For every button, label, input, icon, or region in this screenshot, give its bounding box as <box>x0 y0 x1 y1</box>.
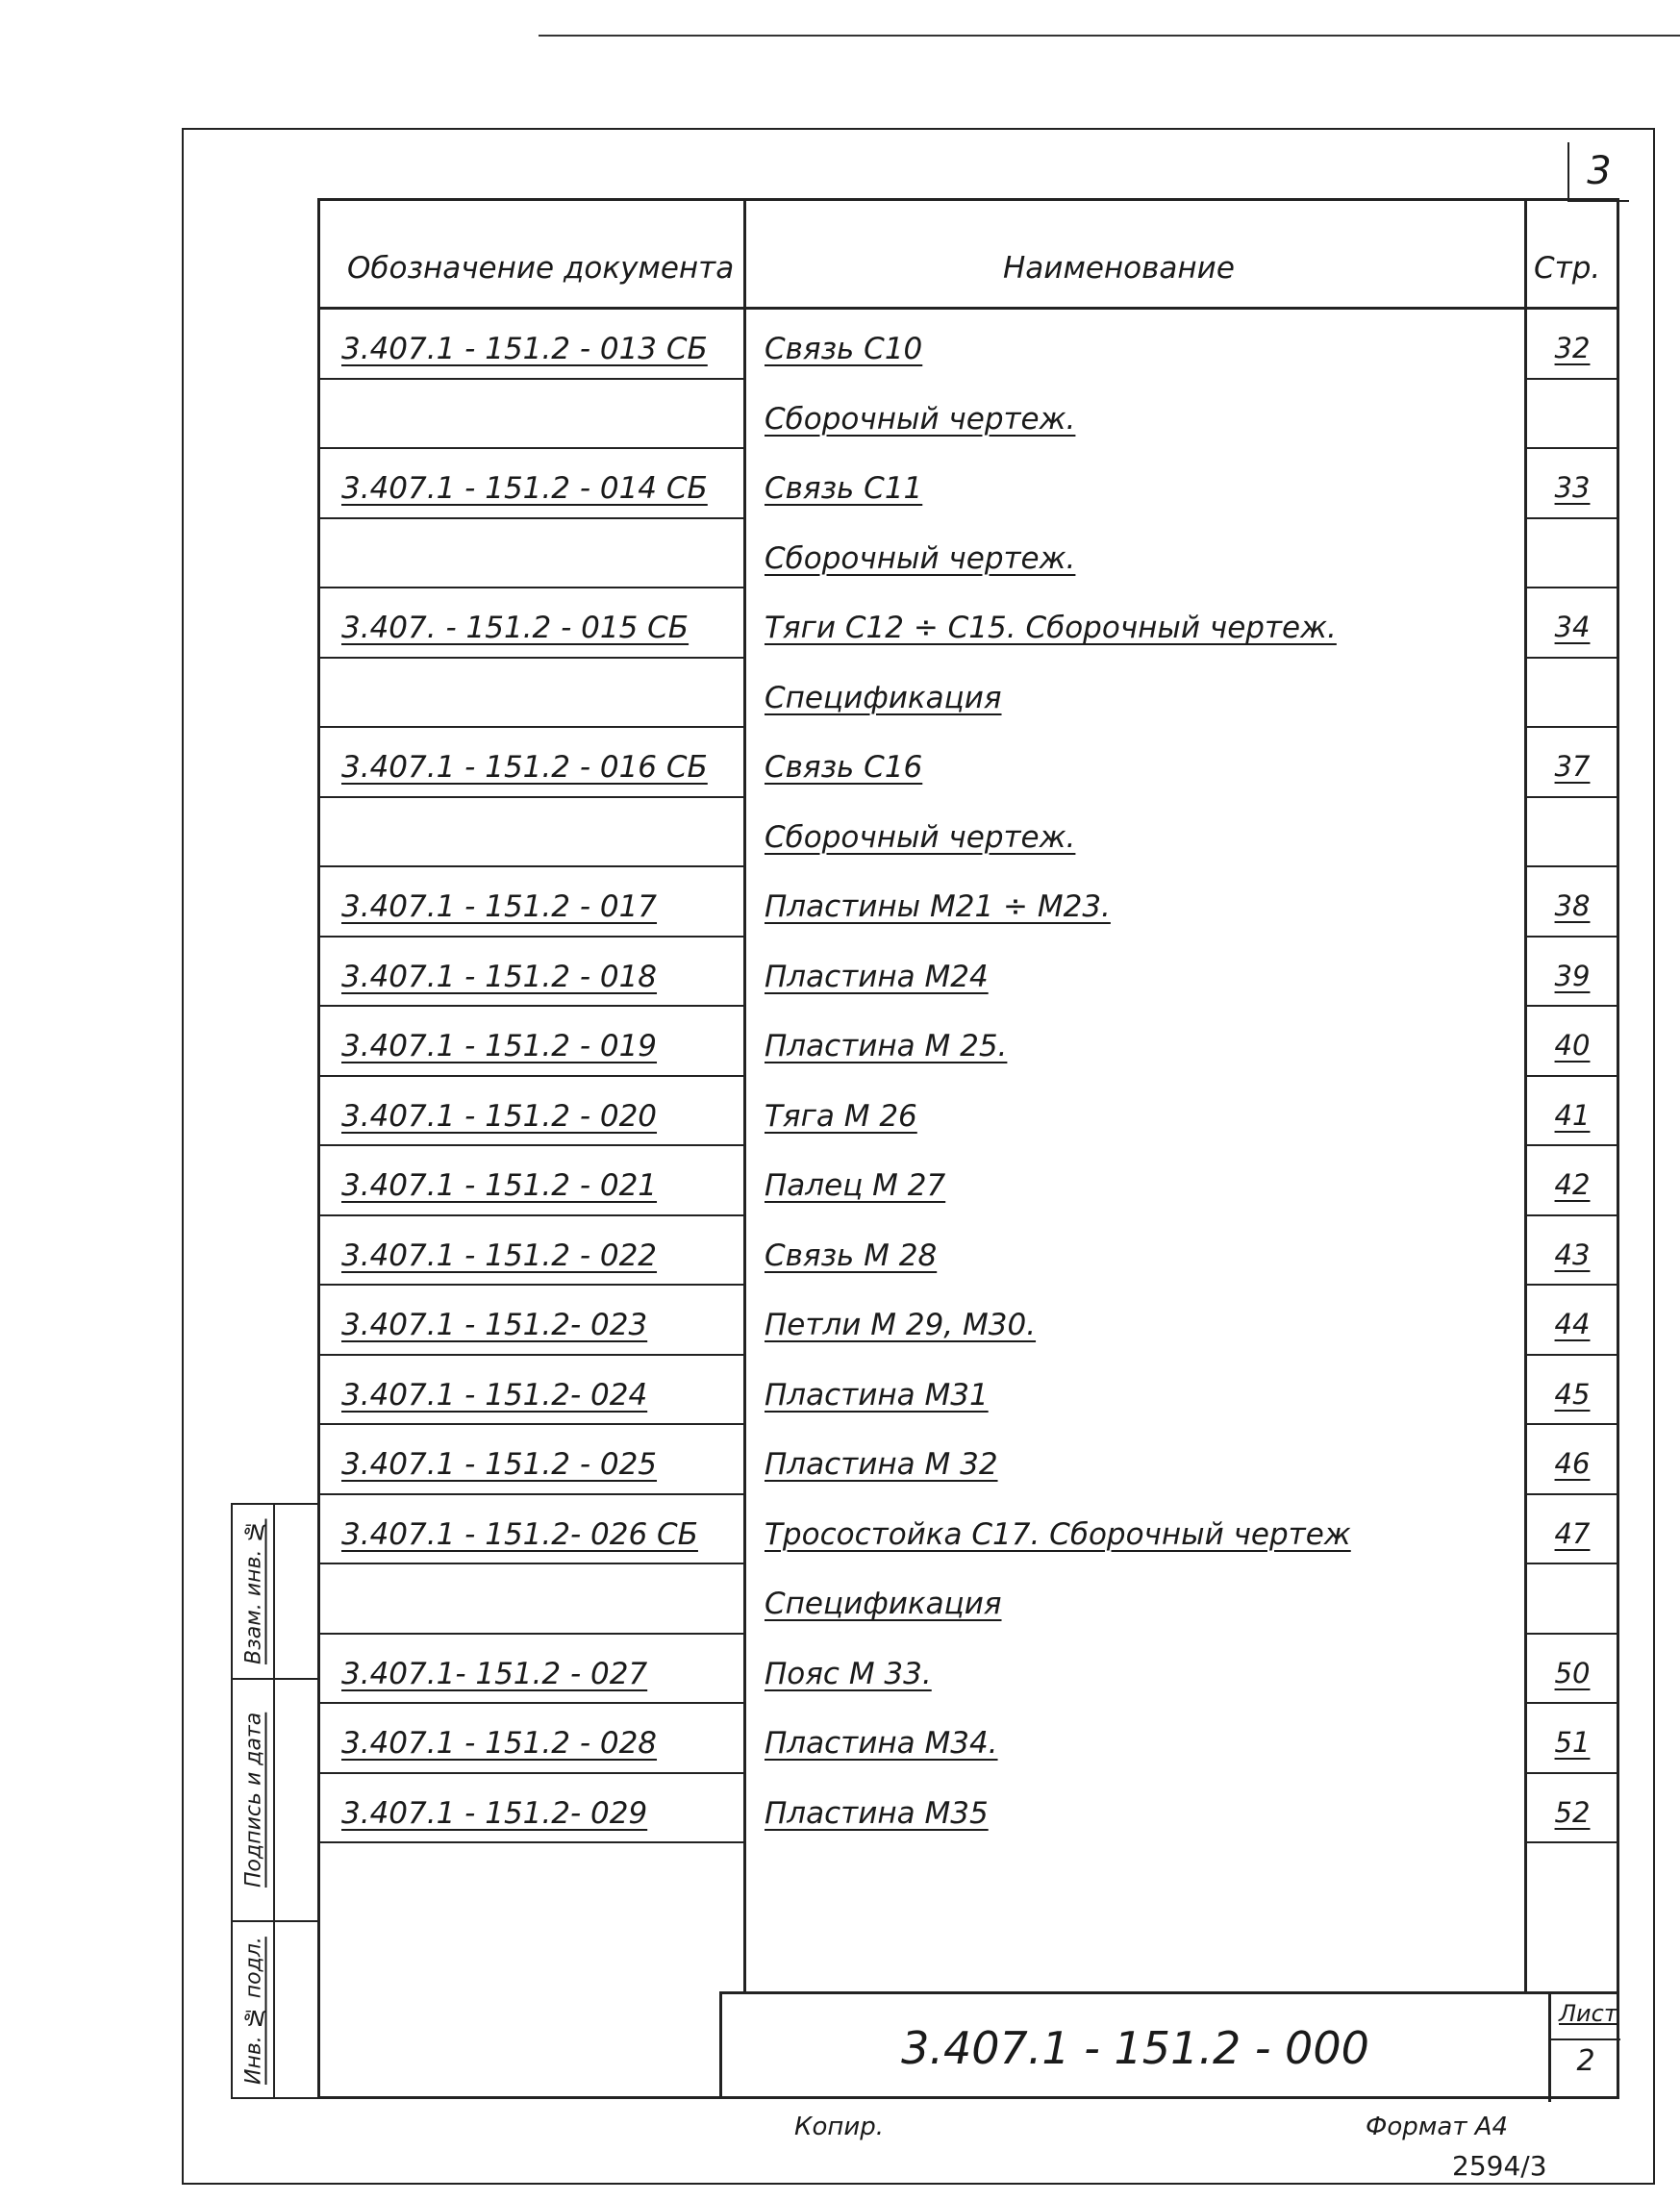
col-divider-1 <box>743 201 746 1994</box>
row-separator <box>320 1214 743 1216</box>
row-name: Пластина М 32 <box>765 1447 998 1482</box>
row-designation: 3.407.1 - 151.2 - 019 <box>341 1029 658 1063</box>
row-name: Связь С11 <box>765 471 923 506</box>
row-separator <box>320 1075 743 1077</box>
header-name: Наименование <box>1003 251 1235 286</box>
row-separator <box>1524 1075 1617 1077</box>
row-designation: 3.407.1 - 151.2 - 018 <box>341 959 658 994</box>
row-separator <box>320 1841 743 1843</box>
row-separator <box>1524 1214 1617 1216</box>
row-name: Петли М 29, М30. <box>765 1308 1037 1342</box>
row-separator <box>1524 865 1617 867</box>
row-separator <box>320 1633 743 1635</box>
row-separator <box>1524 1423 1617 1425</box>
row-separator <box>320 796 743 798</box>
row-separator <box>320 517 743 519</box>
row-separator <box>1524 1005 1617 1007</box>
row-separator <box>1524 587 1617 588</box>
row-page: 43 <box>1554 1238 1591 1271</box>
row-name: Связь М 28 <box>765 1238 938 1273</box>
row-separator <box>320 1354 743 1356</box>
row-separator <box>1524 1772 1617 1774</box>
header-divider <box>320 307 1617 310</box>
list-label: Лист <box>1559 2000 1617 2027</box>
row-page: 52 <box>1554 1795 1591 1829</box>
row-name: Пояс М 33. <box>765 1656 932 1691</box>
footer-format: Формат А4 <box>1366 2113 1509 2141</box>
row-designation: 3.407.1 - 151.2- 023 <box>341 1308 648 1342</box>
row-separator <box>1524 1841 1617 1843</box>
row-name: Пластины М21 ÷ М23. <box>765 889 1111 924</box>
row-designation: 3.407.1 - 151.2- 024 <box>341 1377 648 1413</box>
top-rule <box>539 35 1680 37</box>
row-designation: 3.407.1 - 151.2 - 013 СБ <box>341 332 708 366</box>
row-designation: 3.407.1 - 151.2 - 028 <box>341 1726 658 1761</box>
row-name: Спецификация <box>765 680 1002 715</box>
row-designation: 3.407. - 151.2 - 015 СБ <box>341 611 690 645</box>
row-separator <box>320 726 743 728</box>
row-page: 37 <box>1554 750 1591 783</box>
row-separator <box>1524 447 1617 449</box>
row-separator <box>1524 1354 1617 1356</box>
row-designation: 3.407.1 - 151.2- 026 СБ <box>341 1516 698 1552</box>
row-designation: 3.407.1 - 151.2 - 022 <box>341 1238 658 1273</box>
spec-table <box>317 198 1619 2099</box>
row-name: Спецификация <box>765 1587 1002 1621</box>
side-label-inv-podl: Инв. № подл. <box>241 1937 266 2085</box>
row-name: Тяги С12 ÷ С15. Сборочный чертеж. <box>765 611 1337 645</box>
row-name: Сборочный чертеж. <box>765 540 1076 576</box>
row-page: 33 <box>1554 471 1591 504</box>
row-name: Пластина М34. <box>765 1726 998 1761</box>
row-separator <box>1524 1563 1617 1564</box>
row-designation: 3.407.1 - 151.2- 029 <box>341 1795 648 1831</box>
row-page: 42 <box>1554 1168 1591 1201</box>
row-separator <box>1524 378 1617 380</box>
row-designation: 3.407.1 - 151.2 - 016 СБ <box>341 750 708 785</box>
row-designation: 3.407.1- 151.2 - 027 <box>341 1656 648 1691</box>
row-separator <box>320 378 743 380</box>
row-page: 51 <box>1554 1726 1591 1759</box>
row-separator <box>320 1563 743 1564</box>
row-page: 50 <box>1554 1656 1591 1689</box>
row-separator <box>1524 726 1617 728</box>
row-page: 44 <box>1554 1308 1591 1340</box>
document-code: 3.407.1 - 151.2 - 000 <box>722 1994 1551 2102</box>
row-separator <box>320 865 743 867</box>
row-separator <box>320 1005 743 1007</box>
row-separator <box>320 1493 743 1495</box>
row-separator <box>1524 1633 1617 1635</box>
row-name: Сборочный чертеж. <box>765 819 1076 855</box>
row-separator <box>1524 1144 1617 1146</box>
title-block <box>719 1991 1619 2099</box>
row-separator <box>320 1423 743 1425</box>
row-page: 45 <box>1554 1377 1591 1411</box>
row-name: Палец М 27 <box>765 1168 946 1203</box>
row-designation: 3.407.1 - 151.2 - 021 <box>341 1168 658 1203</box>
row-separator <box>1524 657 1617 659</box>
row-name: Пластина М24 <box>765 959 989 994</box>
row-name: Тросостойка С17. Сборочный чертеж <box>765 1516 1351 1552</box>
row-page: 32 <box>1554 332 1591 364</box>
side-label-podpis: Подпись и дата <box>241 1712 266 1888</box>
row-separator <box>320 1284 743 1286</box>
row-designation: 3.407.1 - 151.2 - 025 <box>341 1447 658 1482</box>
row-separator <box>320 1144 743 1146</box>
row-separator <box>1524 1702 1617 1704</box>
row-page: 47 <box>1554 1516 1591 1550</box>
row-designation: 3.407.1 - 151.2 - 020 <box>341 1098 658 1134</box>
list-separator <box>1551 2038 1620 2040</box>
row-separator <box>320 1702 743 1704</box>
row-name: Сборочный чертеж. <box>765 401 1076 437</box>
row-name: Связь С16 <box>765 750 923 785</box>
footer-copy: Копир. <box>794 2113 885 2141</box>
row-separator <box>1524 1284 1617 1286</box>
row-separator <box>1524 517 1617 519</box>
row-name: Связь С10 <box>765 332 923 366</box>
row-separator <box>320 657 743 659</box>
row-page: 40 <box>1554 1029 1591 1062</box>
row-page: 46 <box>1554 1447 1591 1480</box>
row-separator <box>320 1772 743 1774</box>
header-designation: Обозначение документа <box>347 251 735 286</box>
row-separator <box>320 587 743 588</box>
side-strip <box>231 1503 317 2099</box>
row-designation: 3.407.1 - 151.2 - 017 <box>341 889 658 924</box>
row-page: 41 <box>1554 1098 1591 1132</box>
row-designation: 3.407.1 - 151.2 - 014 СБ <box>341 471 708 506</box>
row-separator <box>1524 936 1617 938</box>
row-separator <box>1524 796 1617 798</box>
row-separator <box>320 936 743 938</box>
sheet-corner-number: 3 <box>1567 142 1629 202</box>
row-page: 38 <box>1554 889 1591 922</box>
row-name: Тяга М 26 <box>765 1098 917 1134</box>
row-name: Пластина М35 <box>765 1795 989 1831</box>
list-number: 2 <box>1576 2044 1595 2078</box>
row-page: 39 <box>1554 959 1591 992</box>
side-label-vzam: Взам. инв. № <box>241 1518 266 1664</box>
row-name: Пластина М 25. <box>765 1029 1008 1063</box>
row-name: Пластина М31 <box>765 1377 989 1413</box>
row-page: 34 <box>1554 611 1591 643</box>
header-page: Стр. <box>1534 251 1601 286</box>
row-separator <box>320 447 743 449</box>
row-separator <box>1524 1493 1617 1495</box>
footer-number: 2594/3 <box>1452 2150 1547 2182</box>
